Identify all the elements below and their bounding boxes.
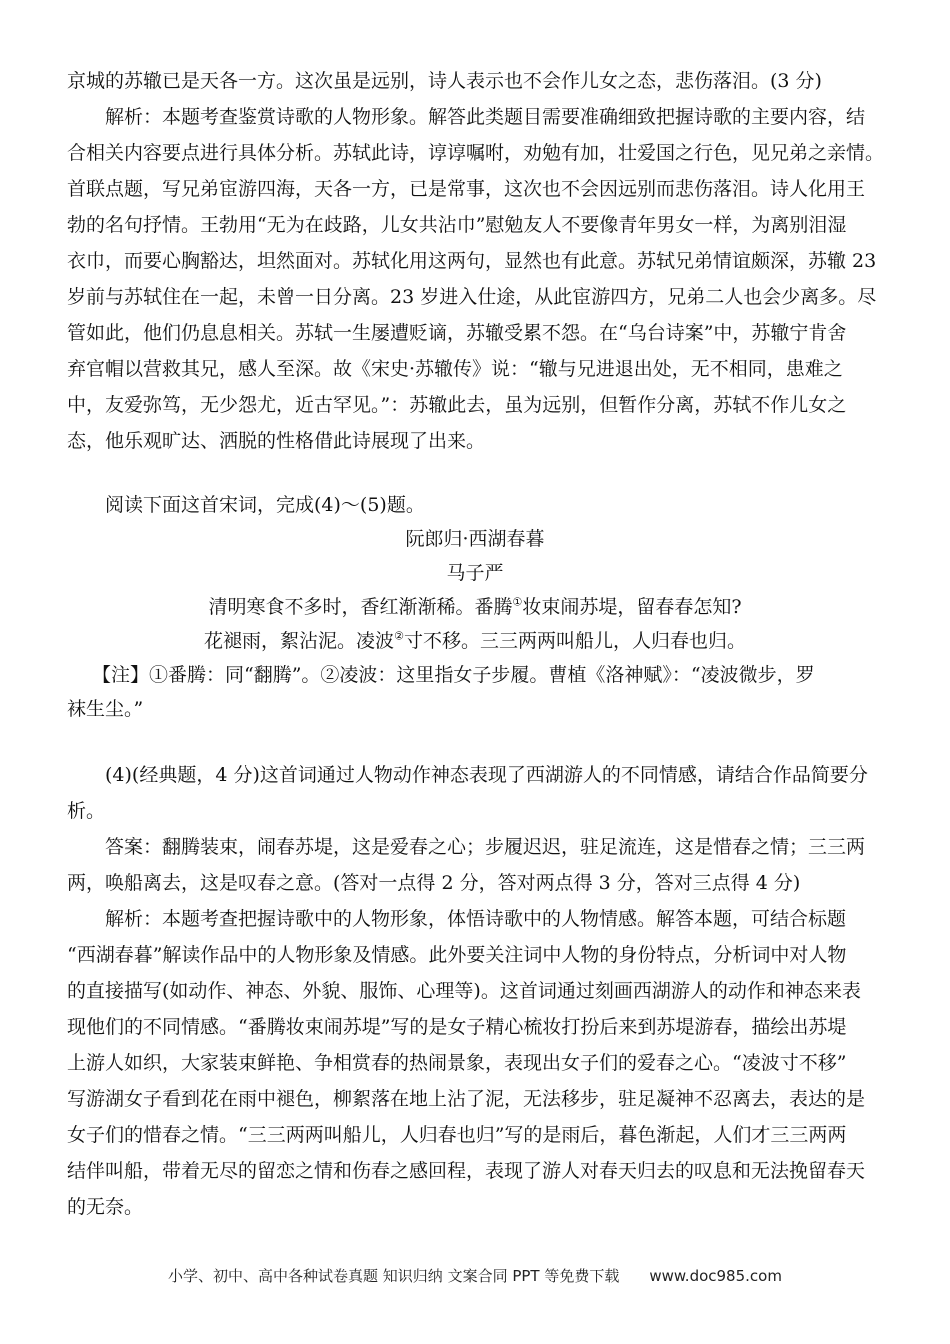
analysis-line: 上游人如织，大家装束鲜艳、争相赏春的热闹景象，表现出女子们的爱春之心。“凌波寸不移” xyxy=(67,1052,847,1074)
analysis-line: 的直接描写(如动作、神态、外貌、服饰、心理等)。这首词通过刻画西湖游人的动作和神态来表 xyxy=(67,980,861,1002)
text-line: 首联点题，写兄弟宦游四海，天各一方，已是常事，这次也不会因远别而悲伤落泪。诗人化用王 xyxy=(67,178,866,200)
text-line: 解析：本题考查鉴赏诗歌的人物形象。解答此类题目需要准确细致把握诗歌的主要内容，结 xyxy=(105,106,866,128)
poem-line-2 xyxy=(0,626,950,656)
footer-link[interactable]: www.doc985.com xyxy=(649,1267,782,1285)
analysis-line: “西湖春暮”解读作品中的人物形象及情感。此外要关注词中人物的身份特点，分析词中对人物 xyxy=(67,944,847,966)
note-line: 【注】①番腾：同“翻腾”。②凌波：这里指女子步履。曹植《洛神赋》：“凌波微步，罗 xyxy=(92,664,815,686)
answer-line: 两，唤船离去，这是叹春之意。(答对一点得 2 分，答对两点得 3 分，答对三点得 4 分) xyxy=(67,872,801,894)
text-line: 弃官帽以营救其兄，感人至深。故《宋史·苏辙传》说：“辙与兄进退出处，无不相同，患难之 xyxy=(67,358,843,380)
reading-intro: 阅读下面这首宋词，完成(4)～(5)题。 xyxy=(105,494,425,516)
poem-text: 妆束闹苏堤，留春春怎知? xyxy=(522,596,742,618)
text-line: 态，他乐观旷达、洒脱的性格借此诗展现了出来。 xyxy=(67,430,486,452)
analysis-line: 的无奈。 xyxy=(67,1196,144,1218)
analysis-line: 写游湖女子看到花在雨中褪色，柳絮落在地上沾了泥，无法移步，驻足凝神不忍离去，表达的是 xyxy=(67,1088,866,1110)
analysis-line: 女子们的惜春之情。“三三两两叫船儿，人归春也归”写的是雨后，暮色渐起，人们才三三两两 xyxy=(67,1124,847,1146)
analysis-line: 结伴叫船，带着无尽的留恋之情和伤春之感回程，表现了游人对春天归去的叹息和无法挽留春天 xyxy=(67,1160,866,1182)
text-line: 合相关内容要点进行具体分析。苏轼此诗，谆谆嘱咐，劝勉有加，壮爱国之行色，见兄弟之亲情。 xyxy=(67,142,885,164)
text-line: 管如此，他们仍息息相关。苏轼一生屡遭贬谪，苏辙受累不怨。在“乌台诗案”中，苏辙宁肯舍 xyxy=(67,322,847,344)
text-line: 岁前与苏轼住在一起，未曾一日分离。23 岁进入仕途，从此宦游四方，兄弟二人也会少离多。尽 xyxy=(67,286,877,308)
note-line: 袜生尘。” xyxy=(67,698,144,720)
poem-text: 寸不移。三三两两叫船儿，人归春也归。 xyxy=(403,630,746,652)
analysis-line: 现他们的不同情感。“番腾妆束闹苏堤”写的是女子精心梳妆打扮后来到苏堤游春，描绘出苏堤 xyxy=(67,1016,847,1038)
analysis-line: 解析：本题考查把握诗歌中的人物形象，体悟诗歌中的人物情感。解答本题，可结合标题 xyxy=(105,908,847,930)
text-line: 京城的苏辙已是天各一方。这次虽是远别，诗人表示也不会作儿女之态，悲伤落泪。(3 分) xyxy=(67,70,822,92)
footnote-marker: ② xyxy=(394,629,404,643)
footer-text: 小学、初中、高中各种试卷真题 知识归纳 文案合同 PPT 等免费下载 xyxy=(168,1267,620,1285)
page-footer xyxy=(0,1265,950,1286)
answer-line: 答案：翻腾装束，闹春苏堤，这是爱春之心；步履迟迟，驻足流连，这是惜春之情；三三两 xyxy=(105,836,866,858)
poem-line-1 xyxy=(0,592,950,622)
text-line: 勃的名句抒情。王勃用“无为在歧路，儿女共沾巾”慰勉友人不要像青年男女一样，为离别泪湿 xyxy=(67,214,847,236)
question-line: (4)(经典题，4 分)这首词通过人物动作神态表现了西湖游人的不同情感，请结合作品简要分 xyxy=(105,764,868,786)
poem-text: 花褪雨，絮沾泥。凌波 xyxy=(204,630,395,652)
text-line: 中，友爱弥笃，无少怨尤，近古罕见。”：苏辙此去，虽为远别，但暂作分离，苏轼不作儿女之 xyxy=(67,394,847,416)
poem-title: 阮郎归·西湖春暮 xyxy=(405,528,545,550)
poem-text: 清明寒食不多时，香红渐渐稀。番腾 xyxy=(208,596,513,618)
text-line: 衣巾，而要心胸豁达，坦然面对。苏轼化用这两句，显然也有此意。苏轼兄弟情谊颇深，苏辙 23 xyxy=(67,250,877,272)
poem-author: 马子严 xyxy=(446,562,504,584)
footnote-marker: ① xyxy=(512,595,523,609)
question-line: 析。 xyxy=(67,800,106,822)
